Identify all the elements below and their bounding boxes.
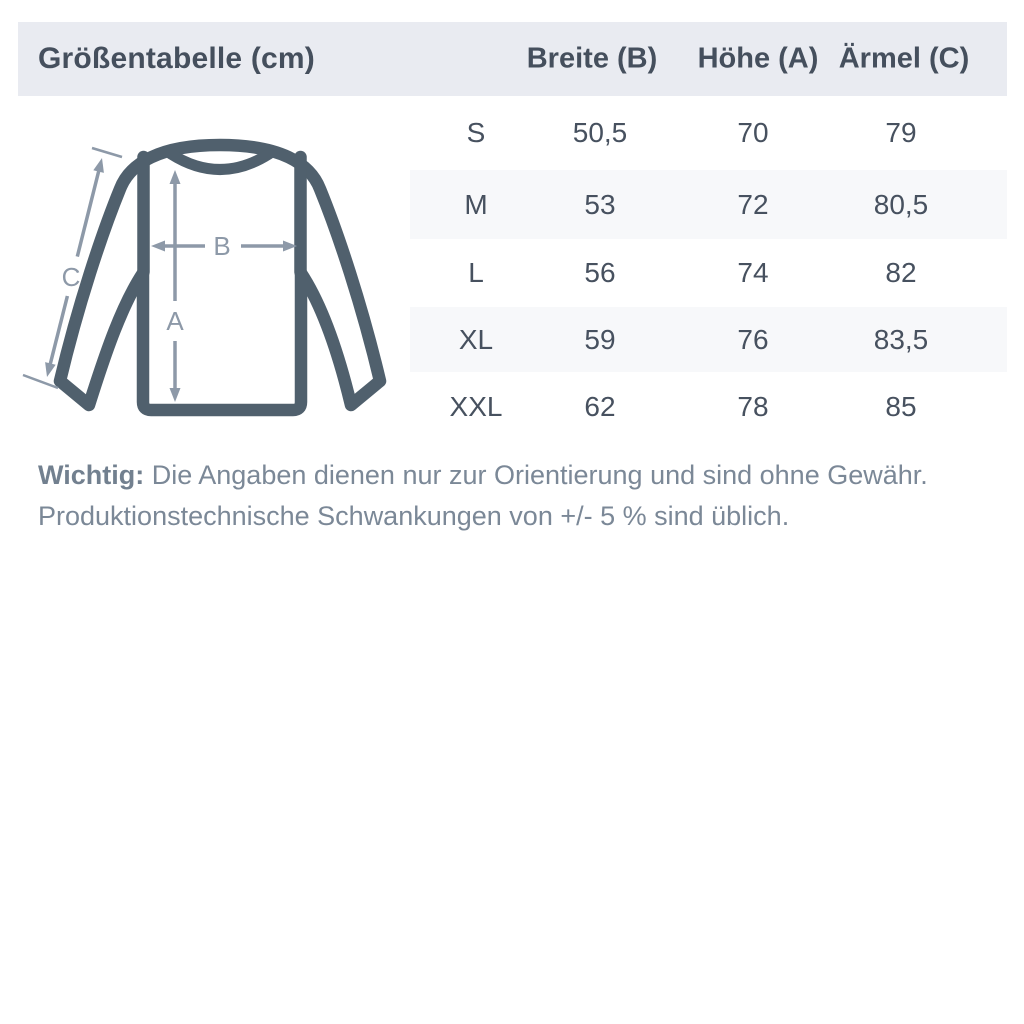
table-row-xl [410,307,1007,372]
value-cell: 53 [584,188,616,220]
column-header-hoehe: Höhe (A) [697,42,819,75]
sweater-diagram [20,115,405,450]
table-header [18,22,1007,96]
page-title: Größentabelle (cm) [38,42,315,75]
disclaimer-note [38,455,978,537]
value-cell: 80,5 [873,188,929,220]
table-row-m [410,170,1007,239]
sweater-outline [60,145,380,410]
column-header-aermel: Ärmel (C) [838,42,970,75]
value-cell: 74 [737,257,769,288]
value-cell: 50,5 [572,117,628,148]
value-cell: 56 [584,257,616,288]
value-cell: 78 [737,390,769,422]
value-cell: 85 [885,390,917,422]
size-cell: XXL [449,390,503,422]
size-cell: L [468,257,484,288]
disclaimer-line1: Die Angaben dienen nur zur Orientierung und sind ohne Gewähr. [144,460,928,490]
table-row-l [410,239,1007,307]
value-cell: 82 [885,257,917,288]
disclaimer-bold: Wichtig: [38,460,145,490]
disclaimer-line2: Produktionstechnische Schwankungen von +/- 5 % sind üblich. [38,501,790,531]
value-cell: 59 [584,323,616,355]
sweater-measurement-icon [20,115,405,450]
value-cell: 76 [737,323,769,355]
label-b: B [213,231,231,261]
column-header-breite: Breite (B) [526,42,658,75]
label-a: A [166,306,184,336]
value-cell: 72 [737,188,769,220]
value-cell: 70 [737,117,769,148]
size-cell: S [466,117,486,148]
table-row-xxl [410,372,1007,441]
value-cell: 79 [885,117,917,148]
size-cell: M [464,188,488,220]
size-cell: XL [458,323,494,355]
value-cell: 83,5 [873,323,929,355]
label-c: C [61,262,81,292]
value-cell: 62 [584,390,616,422]
table-row-s [410,96,1007,170]
